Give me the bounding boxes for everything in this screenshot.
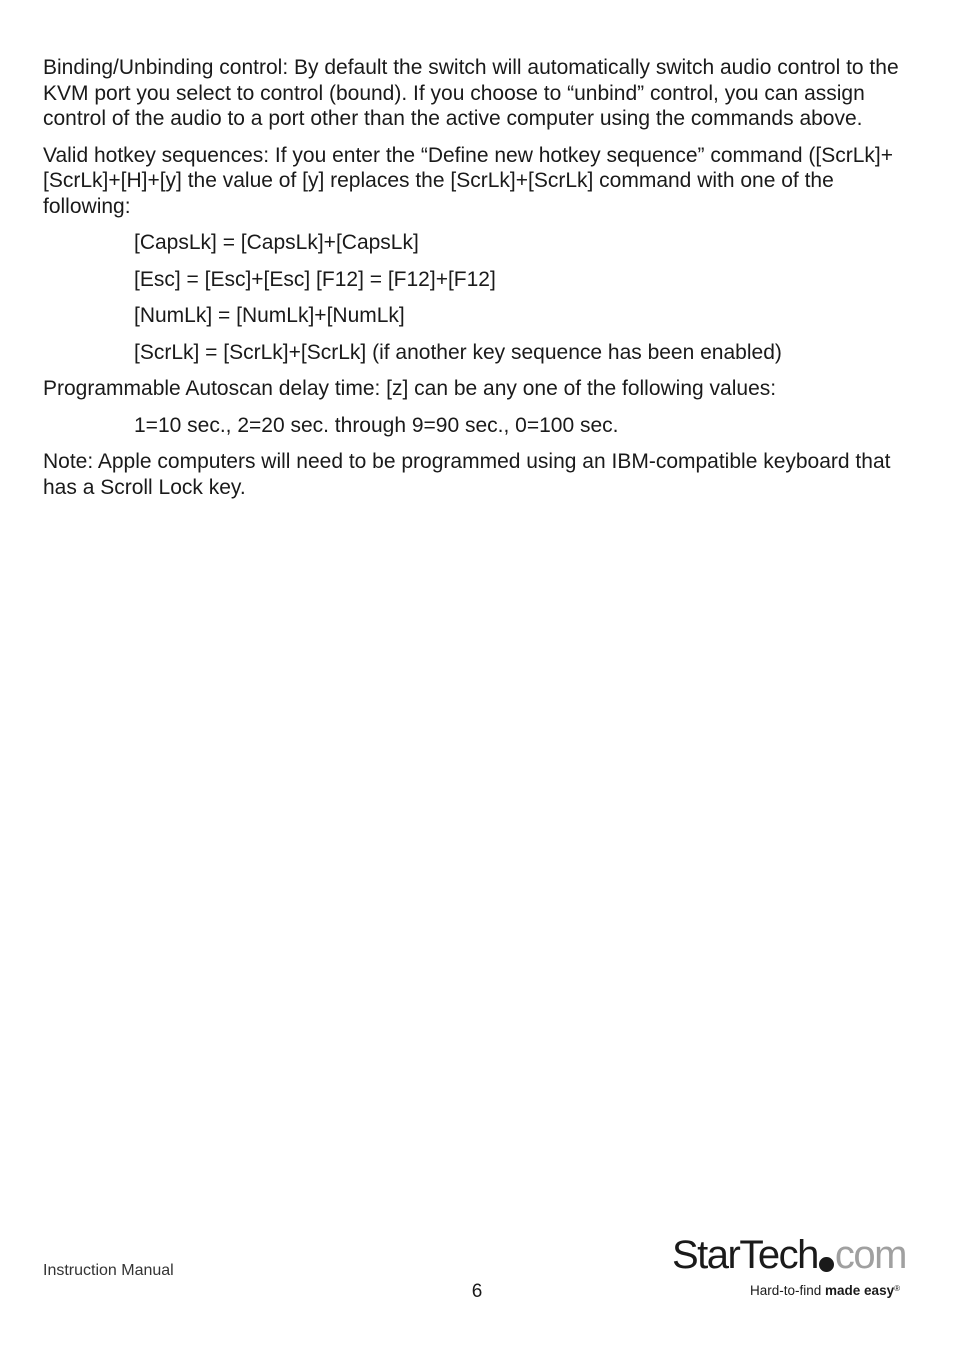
- page-number: 6: [471, 1281, 483, 1302]
- hotkey-numlk: [NumLk] = [NumLk]+[NumLk]: [134, 304, 405, 327]
- hotkey-scrlk: [ScrLk] = [ScrLk]+[ScrLk] (if another key sequence has been enabled): [134, 340, 782, 364]
- logo-suffix-text: com: [834, 1233, 906, 1277]
- footer-document-label: Instruction Manual: [43, 1262, 174, 1279]
- page-content: [43, 55, 903, 511]
- hotkey-capslk: [CapsLk] = [CapsLk]+[CapsLk]: [134, 231, 419, 254]
- logo-brand-text: StarTech: [672, 1233, 818, 1277]
- apple-note-paragraph: Note: Apple computers will need to be programmed using an IBM-compatible keyboard that has a Scroll Lock key.: [43, 450, 891, 499]
- logo-tagline-prefix: Hard-to-find: [750, 1283, 826, 1298]
- logo-tagline-bold: made easy: [825, 1283, 895, 1298]
- autoscan-values: 1=10 sec., 2=20 sec. through 9=90 sec., 0=100 sec.: [134, 413, 619, 437]
- autoscan-paragraph: Programmable Autoscan delay time: [z] can be any one of the following values:: [43, 377, 777, 400]
- logo-registered-mark: ®: [894, 1284, 900, 1293]
- hotkey-esc-f12: [Esc] = [Esc]+[Esc] [F12] = [F12]+[F12]: [134, 267, 496, 291]
- binding-unbinding-paragraph: Binding/Unbinding control: By default the switch will automatically switch audio control to the KVM port you select to control (bound). If you choose to “unbind” control, you can assign control of the audio to a port other than the active computer using the commands above.: [43, 56, 899, 130]
- logo-wordmark: [672, 1233, 906, 1277]
- hotkey-sequences-paragraph: Valid hotkey sequences: If you enter the “Define new hotkey sequence” command ([ScrLk]+[ScrLk]+[H]+[y] the value of [y] replaces the [ScrLk]+[ScrLk] command with one of the following:: [43, 143, 893, 218]
- logo-dot-icon: [819, 1257, 834, 1272]
- logo-tagline: [750, 1283, 900, 1298]
- startech-logo: [672, 1233, 912, 1303]
